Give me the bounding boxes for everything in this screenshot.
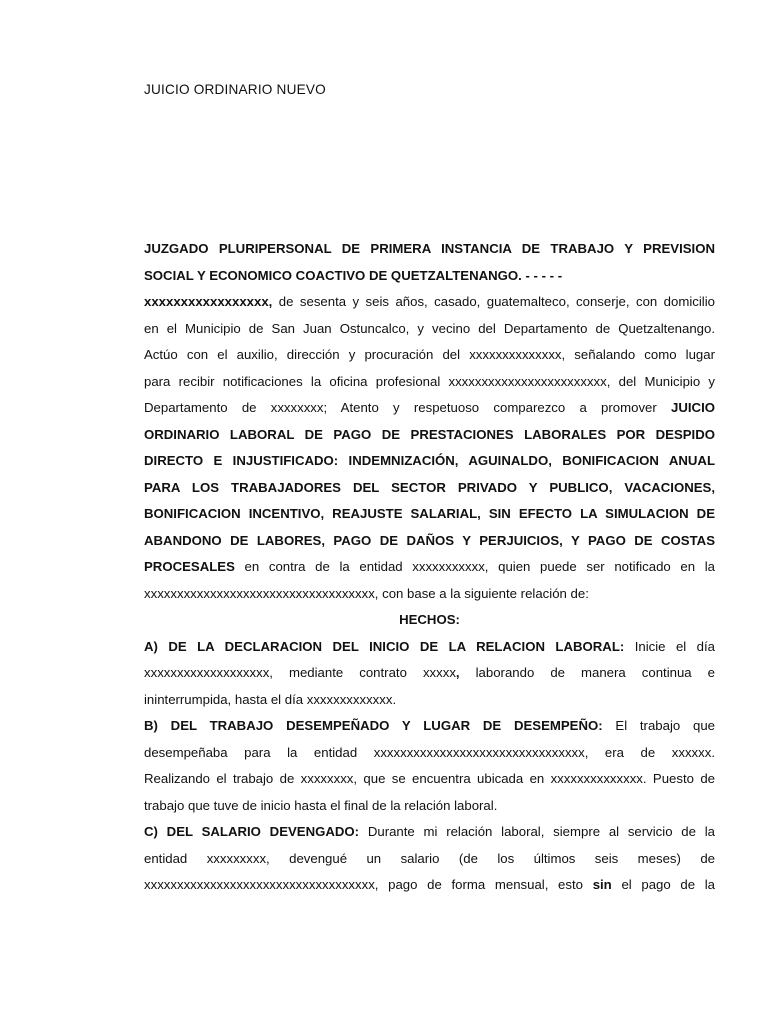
intro-line-6: PROCESALES en contra de la entidad xxxxxxxxxxx, quien puede ser notificado en la bbox=[144, 559, 715, 574]
intro-line-5: Departamento de xxxxxxxx; Atento y respetuoso comparezco a promover JUICIO bbox=[144, 400, 715, 415]
section-c-line-1: C) DEL SALARIO DEVENGADO: Durante mi relación laboral, siempre al servicio de la bbox=[144, 824, 715, 839]
section-b-line-4: trabajo que tuve de inicio hasta el final de la relación laboral. bbox=[144, 797, 498, 813]
section-a-line-2: xxxxxxxxxxxxxxxxxxx, mediante contrato xxxxx, laborando de manera continua e bbox=[144, 665, 715, 680]
section-c-line-3: xxxxxxxxxxxxxxxxxxxxxxxxxxxxxxxxxxx, pago de forma mensual, esto sin el pago de la bbox=[144, 877, 716, 892]
section-b-line-1: B) DEL TRABAJO DESEMPEÑADO Y LUGAR DE DESEMPEÑO: El trabajo que bbox=[144, 718, 715, 733]
claim-line-5: ABANDONO DE LABORES, PAGO DE DAÑOS Y PERJUICIOS, Y PAGO DE COSTAS bbox=[144, 532, 715, 548]
section-b-line-2: desempeñaba para la entidad xxxxxxxxxxxxxxxxxxxxxxxxxxxxxxxx, era de xxxxxx. bbox=[144, 744, 715, 760]
intro-line-2: en el Municipio de San Juan Ostuncalco, y vecino del Departamento de Quetzaltenango. bbox=[144, 320, 715, 336]
section-b-line-3: Realizando el trabajo de xxxxxxxx, que se encuentra ubicada en xxxxxxxxxxxxxx. Puesto de bbox=[144, 771, 715, 786]
intro-line-7: xxxxxxxxxxxxxxxxxxxxxxxxxxxxxxxxxxx, con base a la siguiente relación de: bbox=[144, 585, 589, 601]
court-line-2: SOCIAL Y ECONOMICO COACTIVO DE QUETZALTENANGO. - - - - - bbox=[144, 267, 563, 283]
section-a-line-3: ininterrumpida, hasta el día xxxxxxxxxxxxx. bbox=[144, 691, 397, 707]
document-body bbox=[144, 236, 715, 899]
claim-line-4: BONIFICACION INCENTIVO, REAJUSTE SALARIAL, SIN EFECTO LA SIMULACION DE bbox=[144, 506, 715, 521]
claim-line-3: PARA LOS TRABAJADORES DEL SECTOR PRIVADO Y PUBLICO, VACACIONES, bbox=[144, 479, 715, 495]
intro-line-3: Actúo con el auxilio, dirección y procuración del xxxxxxxxxxxxxx, señalando como lugar bbox=[144, 347, 715, 362]
intro-line-4: para recibir notificaciones la oficina profesional xxxxxxxxxxxxxxxxxxxxxxxx, del Municipio y bbox=[144, 373, 715, 389]
section-a-line-1: A) DE LA DECLARACION DEL INICIO DE LA RELACION LABORAL: Inicie el día bbox=[144, 638, 715, 654]
claim-line-1: ORDINARIO LABORAL DE PAGO DE PRESTACIONES LABORALES POR DESPIDO bbox=[144, 426, 715, 442]
document-title: JUICIO ORDINARIO NUEVO bbox=[144, 82, 326, 97]
court-line-1: JUZGADO PLURIPERSONAL DE PRIMERA INSTANCIA DE TRABAJO Y PREVISION bbox=[144, 241, 715, 256]
claim-line-2: DIRECTO E INJUSTIFICADO: INDEMNIZACIÓN, AGUINALDO, BONIFICACION ANUAL bbox=[144, 453, 715, 468]
section-c-line-2: entidad xxxxxxxxx, devengué un salario (de los últimos seis meses) de bbox=[144, 850, 715, 866]
plaintiff-name: xxxxxxxxxxxxxxxxx, bbox=[144, 294, 273, 309]
intro-line-1: xxxxxxxxxxxxxxxxx, de sesenta y seis años, casado, guatemalteco, conserje, con domicilio bbox=[144, 294, 715, 309]
hechos-heading: HECHOS: bbox=[399, 612, 460, 627]
